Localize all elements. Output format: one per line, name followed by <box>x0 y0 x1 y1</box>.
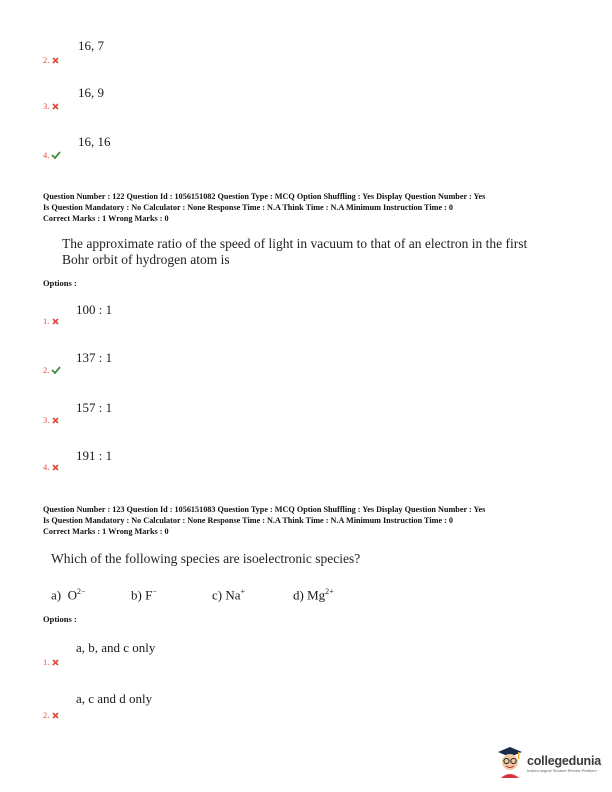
meta-line: Correct Marks : 1 Wrong Marks : 0 <box>43 214 169 223</box>
option-text: 137 : 1 <box>76 350 113 365</box>
species-item: d) $Mg^{2+}$ <box>293 587 334 603</box>
question-123-meta <box>43 504 485 537</box>
option-text: 100 : 1 <box>76 302 113 317</box>
collegedunia-logo <box>496 744 601 783</box>
option-text: 191 : 1 <box>76 448 113 463</box>
wrong-icon <box>52 712 59 719</box>
question-122-meta <box>43 191 485 224</box>
meta-line: Correct Marks : 1 Wrong Marks : 0 <box>43 527 169 536</box>
wrong-icon <box>52 57 59 64</box>
meta-line: Question Number : 122 Question Id : 1056151082 Question Type : MCQ Option Shuffling : Yes Display Question Number : Yes <box>43 192 486 201</box>
wrong-icon <box>52 417 59 424</box>
option-number: 1. <box>43 657 59 667</box>
option-text: 16, 16 <box>78 134 111 149</box>
options-label: Options : <box>43 278 77 288</box>
species-item: a) $O^{2-}$ <box>51 587 86 603</box>
wrong-icon <box>52 464 59 471</box>
species-item: c) Na+ <box>212 587 246 603</box>
wrong-icon <box>52 103 59 110</box>
species-list <box>51 587 334 603</box>
wrong-icon <box>52 659 59 666</box>
meta-line: Question Number : 123 Question Id : 1056151083 Question Type : MCQ Option Shuffling : Yes Display Question Number : Yes <box>43 505 486 514</box>
check-icon <box>51 151 61 159</box>
wrong-icon <box>52 318 59 325</box>
question-123-text: Which of the following species are isoelectronic species? <box>51 551 361 566</box>
option-number: 2. <box>43 710 59 720</box>
logo-tagline: India's largest Student Review Platform <box>527 768 597 773</box>
option-text: a, b, and c only <box>76 640 156 655</box>
option-text: a, c and d only <box>76 691 153 706</box>
option-number: 1. <box>43 316 59 326</box>
question-122-text: The approximate ratio of the speed of light in vacuum to that of an electron in the first Bohr orbit of hydrogen atom is <box>62 236 528 267</box>
option-number: 3. <box>43 415 59 425</box>
logo-wordmark: collegedunia <box>527 754 602 768</box>
meta-line: Is Question Mandatory : No Calculator : None Response Time : N.A Think Time : N.A Minimum Instruction Time : 0 <box>43 516 454 525</box>
meta-line: Is Question Mandatory : No Calculator : None Response Time : N.A Think Time : N.A Minimum Instruction Time : 0 <box>43 203 454 212</box>
species-item: b) F− <box>131 587 157 603</box>
options-label: Options : <box>43 614 77 624</box>
graduate-mascot-icon <box>496 744 524 783</box>
option-number: 2. <box>43 55 59 65</box>
option-number: 4. <box>43 462 59 472</box>
option-number: 3. <box>43 101 59 111</box>
option-number: 2. <box>43 365 61 375</box>
check-icon <box>51 366 61 374</box>
option-text: 16, 7 <box>78 38 104 53</box>
option-text: 16, 9 <box>78 85 104 100</box>
option-text: 157 : 1 <box>76 400 113 415</box>
option-number: 4. <box>43 150 61 160</box>
